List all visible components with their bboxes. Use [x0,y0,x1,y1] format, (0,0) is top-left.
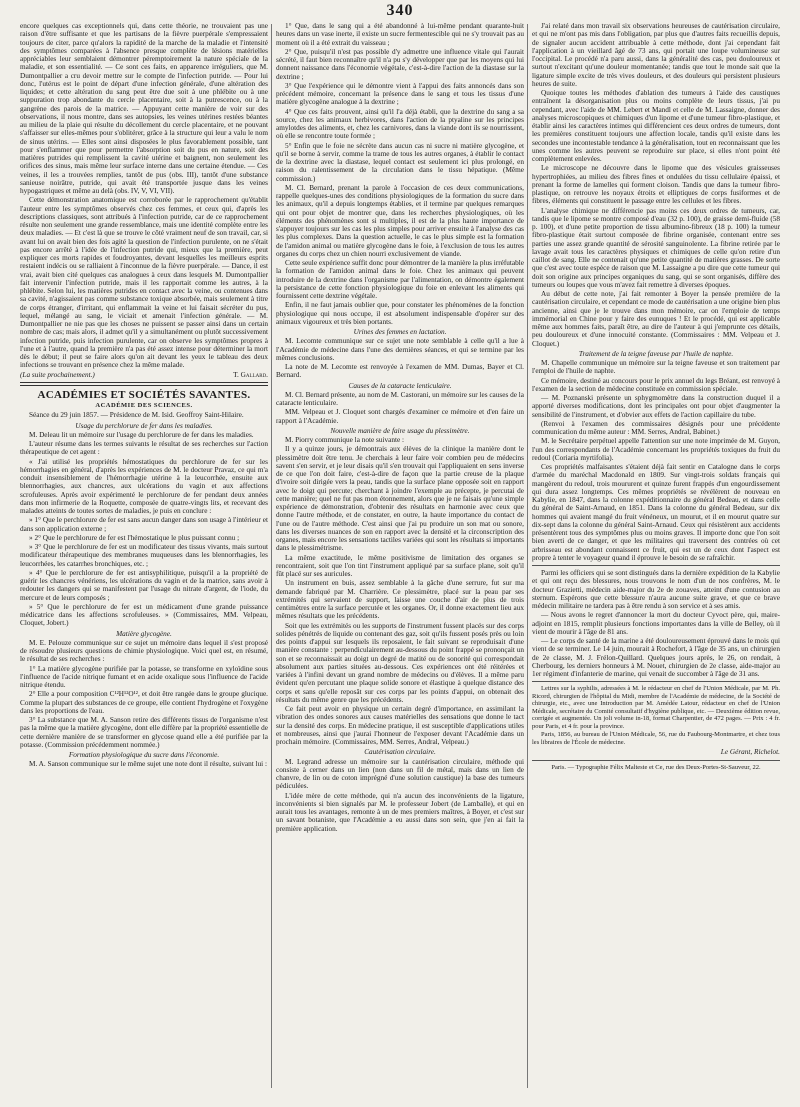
paragraph: MM. Velpeau et J. Cloquet sont chargés d'examiner ce mémoire et d'en faire un rapport à l'Académie. [276,408,524,425]
paragraph: 1° La matière glycogène purifiée par la potasse, se transforme en xyloïdine sous l'influence de l'acide nitrique fumant et en acide oxalique sous l'influence de l'acide nitrique étendu. [20,664,268,689]
paragraph: « J'ai utilisé les propriétés hémostatiques du perchlorure de fer sur les hémorrhagies en général, d'après les expériences de M. le docteur Pravaz, ce qui m'a conduit insensiblement de l'hémorrhagie utérine à la leucorrhée, ensuite aux blennorrhagies, aux chancres, aux ulcérations du vagin et aux affections scrofuleuses. Après avoir expérimenté le perchlorure de fer pendant deux années dans mon infirmerie de la Roquette, composée de quatre-vingts lits, et recevant des malades atteints de toutes sortes de maladies, je puis en conclure : [20,457,268,515]
topic-heading: Matière glycogène. [116,629,172,638]
section-title: ACADÉMIES ET SOCIÉTÉS SAVANTES. [37,388,251,401]
gerant-signature: Le Gérant, Richelot. [720,748,780,757]
paragraph: Soit que les extrémités ou les supports de l'instrument fussent placés sur des corps solides pénétrés de liquide ou contenant des gaz, soit qu'ils fussent posés près ou loin des points d'appui sur lesquels ils reposaient, le fait suivant se reproduisait d'une manière constante : perpendiculairement au-dessous du point frappé se prononçait un son et se reconnaissait au doigt un degré de matité ou de sonorité qui correspondait absolument aux parties situées au-dessous. Ces expériences ont été réitérées et variées à l'infini devant un grand nombre de médecins ou d'élèves. Il a même paru évident qu'en percutant une plaque solide sonore et élastique à quelque distance des corps et sans qu'elle reposât sur ces corps par les points d'appui, on obtenait des résultats du même genre que les précédents. [276,621,524,704]
paragraph: M. E. Pelouze communique sur ce sujet un mémoire dans lequel il s'est proposé de résoudre plusieurs questions de chimie physiologique. Voici quel est, en résumé, le résultat de ses recherches : [20,638,268,664]
paragraph: Ce fait peut avoir en physique un certain degré d'importance, en assimilant la vibration des ondes sonores aux causes matérielles des sensations que donne le tact sur la densité des corps. En médecine pratique, il est susceptible d'applications utiles et nombreuses, ainsi que j'aurai l'honneur de l'exposer devant l'Académie dans un prochain mémoire. (Commissaires, MM. Serres, Andral, Velpeau.) [276,705,524,746]
book-advertisement: Lettres sur la syphilis, adressées à M. le rédacteur en chef de l'Union Médicale, par M. Ph. Ricord, chirurgien de l'hôpital du Midi, membre de l'Académie de médecine, de la Société de chirurgie, etc., avec une Introduction par M. Amédée Latour, rédacteur en chef de l'Union Médicale, secrétaire du Comité consultatif d'hygiène publique, etc. — Deuxième édition revue, corrigée et augmentée. Un joli volume in-18, format Charpentier, de 472 pages. — Prix : 4 fr. pour Paris, et 4 fr. pour la province. [532,685,780,730]
paragraph: L'analyse chimique ne différencie pas moins ces deux ordres de tumeurs, car, tandis que le lipome se montre composé d'eau (32 p. 100), de graisse demi-fluide (58 p. 100), et d'une petite proportion de tissu albumino-fibreux (18 p. 100) la tumeur fibro-plastique était surtout composée de fibrine organisée, contenant entre ses parties une assez grande quantité de sérosité sanguinolente. La fibrine retirée par le lavage avait tous les caractères physiques et chimiques de celle qu'on retire d'un caillot de sang. Elle ne contenait qu'une petite quantité de matières grasses. De sorte que c'est avec toute espèce de raison que M. Lassaigne a pu dire que cette tumeur qui doit son origine aux principes organiques du sang, qui se sont organisés, diffère des tumeurs ou loupes que vous m'avez fait remettre à diverses époques. [532,206,780,289]
paragraph: Un instrument en buis, assez semblable à la gâche d'une serrure, fut sur ma demande fabriqué par M. Charrière. Ce plessimètre, placé sur la peau par ses extrémités qui servaient de support, laisse une couche d'air de plus de trois centimètres entre la surface percutée et les organes. Or, il donne exactement lieu aux mêmes résultats que les précédents. [276,579,524,621]
printer-imprint: Paris. — Typographie Félix Malteste et Ce, rue des Deux-Portes-St-Sauveur, 22. [551,763,761,771]
topic-heading: Traitement de la teigne faveuse par l'huile de naphte. [578,349,734,358]
paragraph: M. Chapelle communique un mémoire sur la teigne faveuse et son traitement par l'emploi de l'huile de naphte. [532,359,780,376]
author-signature: T. Gallard. [233,370,268,379]
page-number: 340 [386,2,414,19]
double-rule [20,382,268,386]
paragraph: » 1° Que le perchlorure de fer est sans aucun danger dans son usage à l'intérieur et dans son application externe ; [20,516,268,533]
paragraph: Il y a quinze jours, je démontrais aux élèves de la clinique la manière dont le plessimètre doit être tenu. Je cherchais à leur faire voir combien peu de médecins savent s'en servir, et je leur disais qu'il s'en trouvait qui l'appliquaient en sens inverse de ce que l'on doit faire, c'est-à-dire de façon que la partie creuse de la plaque d'ivoire soit dirigée vers la peau, tandis que la surface plane opposée soit en rapport avec le doigt qui percute; cherchant à joindre l'exemple au précepte, je percutai de cette manière; quel ne fut pas mon étonnement, alors que je ne faisais qu'une simple expérience de démonstration, d'obtenir des résultats en harmonie avec ceux que donne l'autre méthode, et de constater, en outre, la haute importance du contact de l'une ou de l'autre méthode. C'est ainsi que j'ai pu produire un son mat ou sonore, dans les diverses nuances de son en rapport avec la densité et la circonscription des organes, mais encore les sensations tactiles variées qui sont les résultats si importants dans le plessimétrisme. [276,445,524,553]
paragraph: La même exactitude, le même positivisme de limitation des organes se rencontraient, soit que l'on tint l'instrument appliqué par sa surface plane, soit qu'il fût placé sur ses auricules. [276,553,524,578]
paragraph: (Renvoi à l'examen des commissaires désignés pour une précédente communication du même auteur : MM. Serres, Andral, Babinet.) [532,419,780,436]
paragraph: Le microscope ne découvre dans le lipome que des vésicules graisseuses hypertrophiées, au milieu des fibres fines et ondulées du tissu cellulaire épaissi, et prenant la forme de lamelles qui forment cloison. Tandis que dans la tumeur fibro-plastique, on retrouve les noyaux étroits et elliptiques de corps fusiformes et de fibres, éléments qui constituent le passage entre les cellules et les fibres. [532,164,780,206]
paragraph: 5° Enfin que le foie ne sécrète dans aucun cas ni sucre ni matière glycogène, et qu'il se borne à servir, comme la trame de tous les autres organes, à établir le contact de la dextrine avec la diastase, lequel contact est seulement ici plus prolongé, en raison du ralentissement de la circulation dans le tissu hépatique. (Même commission.) [276,141,524,183]
paragraph: Parmi les officiers qui se sont distingués dans la dernière expédition de la Kabylie et qui ont reçu des blessures, nous trouvons le nom d'un de nos confrères, M. le docteur Grazietti, médecin aide-major du 2e de zouaves, atteint d'une contusion au sternum. Espérons que cette blessure n'aura aucune suite grave, et que ce brave médecin militaire ne tardera pas à être rendu à son service et à ses amis. [532,569,780,610]
paragraph: Ces propriétés malfaisantes s'étaient déjà fait sentir en Catalogne dans le corps d'armée du maréchal Macdonald en 1809. Sur vingt-trois soldats français qui mangèrent du redoul, trois moururent et quinze furent frappés d'un engourdissement qui dura assez longtemps. Ces mêmes propriétés se révélèrent de nouveau en Kabylie, en 1847, dans la colonne expéditionnaire du général Bedeau, et dans celle du général de Saint-Arnaud, en 1851. Dans la colonne du général Bedeau, sur dix hommes qui avaient mangé du fruit vénéneux, un mourut, et il en mourut quatre sur dix-sept dans la colonne du général Saint-Arnaud. Ceux qui résistèrent aux accidents présentèrent tous des symptômes plus ou moins graves. Il importe donc que l'on soit bien averti de ce danger, et que les militaires qui traversent des contrées où cet arbrisseau est abondant connaissent ce fruit, qui est un de ceux dont l'aspect est propre à tenter le voyageur quand il éprouve le besoin de se rafraîchir. [532,463,780,562]
paragraph: 2° Que, puisqu'il n'est pas possible d'y admettre une influence vitale qui l'aurait sécrété, il faut bien reconnaître qu'il n'a pu s'y développer que par les moyens qui lui donnent naissance dans l'économie végétale, c'est-à-dire l'action de la diastase sur la dextrine ; [276,47,524,81]
paragraph: — M. Poznanski présente un sphygmomètre dans la construction duquel il a apporté diverses modifications, dont les principales ont pour objet d'augmenter la sensibilité de l'instrument, et d'obvier aux effets de l'action capillaire du tube. [532,394,780,419]
paragraph: — Nous avons le regret d'annoncer la mort du docteur Cyvoct père, qui, maire-adjoint en 1815, remplit plusieurs fonctions importantes dans la ville de Belley, où il vient de mourir à l'âge de 81 ans. [532,611,780,636]
paragraph: M. Legrand adresse un mémoire sur la cautérisation circulaire, méthode qui consiste à cerner dans un lien (non dans un fil de métal, mais dans un lien de chanvre, de lin ou de coton imprégné d'une solution caustique) la base des tumeurs pédiculées. [276,757,524,791]
paragraph: 1° Que, dans le sang qui a été abandonné à lui-même pendant quarante-huit heures dans un vase inerte, il existe un sucre fermentescible qui ne s'y trouvait pas au moment où il a été extrait du vaisseau ; [276,22,524,47]
separator-rule [532,565,780,566]
paragraph: La note de M. Lecomte est renvoyée à l'examen de MM. Dumas, Bayer et Cl. Bernard. [276,363,524,380]
paragraph: — Le corps de santé de la marine a été douloureusement éprouvé dans le mois qui vient de se terminer. Le 14 juin, mourait à Rochefort, à l'âge de 35 ans, un chirurgien de 2e classe, M. J. Frélon-Quillard. Quelques jours après, le 26, on rendait, à Cherbourg, les derniers honneurs à M. Nouet, chirurgien de 2e classe, aide-major au 1er régiment d'infanterie de marine, qui venait de succomber à l'âge de 31 ans. [532,637,780,678]
paragraph: M. Cl. Bernard, prenant la parole à l'occasion de ces deux communications, rappelle quelques-unes des conditions physiologiques de la formation du sucre dans les animaux, qu'il a depuis longtemps établies, et il termine par quelques remarques qui ont pour objet de montrer que, dans les recherches physiologiques, où les éléments des phénomènes sont si multiples, il est de la plus haute importance de s'appuyer toujours sur les cas les plus simples pour arriver ensuite à l'analyse des cas les plus complexes. Dans la question actuelle, le cas le plus simple est la formation de l'amidon animal ou matière glycogène dans le foie, à l'exclusion de tous les autres organes du corps chez un chien nourri exclusivement de viande. [276,183,524,258]
column-divider [527,24,528,1088]
paragraph: L'auteur résume dans les termes suivants le résultat de ses recherches sur l'action thérapeutique de cet agent : [20,440,268,457]
column-2 [276,22,524,1088]
paragraph: Ce mémoire, destiné au concours pour le prix annuel du legs Bréant, est renvoyé à l'examen de la section de médecine constituée en commission spéciale. [532,376,780,393]
paragraph: Quoique toutes les méthodes d'ablation des tumeurs à l'aide des caustiques entraînent la désorganisation plus ou moins complète de leurs tissus, j'ai pu cependant, avec l'aide de MM. Lebert et Mandl et celle de M. Lassaigne, donner des analyses microscopiques et chimiques d'un lipome et d'une tumeur fibro-plastique, et établir ainsi les caractères intimes qui différencient ces deux ordres de tumeurs, dont les premières constituent toujours une affection locale, tandis qu'il existe dans les secondes une incontestable tendance à la généralisation, tout en reconnaissant que les unes comme les autres peuvent se reproduire sur place, si elles n'ont point été complètement enlevées. [532,89,780,163]
paragraph: M. Piorry communique la note suivante : [285,436,405,444]
paragraph: Cette seule expérience suffit donc pour démontrer de la manière la plus irréfutable la formation de l'amidon animal dans le foie. Chez les animaux qui peuvent introduire de la dextrine dans l'organisme par l'alimentation, on démontre également la persistance de cette fonction physiologique du foie en enlevant les aliments qui fournissent cette dextrine végétale. [276,259,524,300]
separator-rule [532,681,780,682]
topic-heading: Urines des femmes en lactation. [353,328,447,336]
article-signature [20,371,268,379]
paragraph: L'idée mère de cette méthode, qui n'a aucun des inconvénients de la ligature, inconvénients si bien signalés par M. le professeur Jobert (de Lamballe), et qui en aurait tous les avantages, remonte à un de mes premiers maîtres, à Boyer, et c'est sur un savant botaniste, que l'Académie a eu aussi dans son sein, que j'en ai fait la première application. [276,791,524,833]
topic-heading: Usage du perchlorure de fer dans les maladies. [75,421,213,430]
paragraph: M. le Secrétaire perpétuel appelle l'attention sur une note imprimée de M. Guyon, l'un des correspondants de l'Académie concernant les propriétés toxiques du fruit du redoul (Coriaria myrtifolia). [532,437,780,462]
paragraph: » 2° Que le perchlorure de fer est l'hémostatique le plus puissant connu ; [29,533,240,542]
paragraph: M. Lecomte communique sur ce sujet une note semblable à celle qu'il a lue à l'Académie de médecine dans l'une des dernières séances, et qui se termine par les mêmes conclusions. [276,337,524,362]
subsection-title: ACADÉMIE DES SCIENCES. [95,402,193,409]
paragraph: 2° Elle a pour composition C¹²H¹²O¹², et doit être rangée dans le groupe glucique. Comme la plupart des substances de ce groupe, elle contient l'hydrogène et l'oxygène dans les proportions de l'eau. [20,690,268,715]
session-line: Séance du 29 juin 1857. — Présidence de M. Isid. Geoffroy Saint-Hilaire. [29,411,244,420]
paragraph: 3° Que l'expérience qui le démontre vient à l'appui des faits annoncés dans son précédent mémoire, concernant la présence dans le sang et tous les tissus d'une matière glycogène analogue à la dextrine ; [276,81,524,107]
paragraph: M. A. Sanson communique sur le même sujet une note dont il résulte, suivant lui : [29,760,268,769]
topic-heading: Cautérisation circulaire. [364,748,436,757]
column-1 [20,22,268,1088]
paragraph: » 3° Que le perchlorure de fer est un modificateur des tissus vivants, mais surtout modificateur thérapeutique des membranes muqueuses dans les blennorrhagies, les leucorrhées, les catarrhes bronchiques, etc. ; [20,543,268,568]
paragraph: M. Deleau lit un mémoire sur l'usage du perchlorure de fer dans les maladies. [29,430,254,439]
paragraph: J'ai relaté dans mon travail six observations heureuses de cautérisation circulaire, et qui ne m'ont pas mis dans l'obligation, par plus que d'autres faits recueillis depuis, de signaler aucun accident attribuable à cette méthode, dont j'ai cependant fait l'application à un vieillard âgé de 73 ans, qui portait une loupe volumineuse sur l'occipital. Le procédé n'a paru aussi, dans la généralité des cas, peu douloureux et surtout n'excitant qu'une douleur momentanée; tandis que tout le monde sait que la ligature simple excite de très vives douleurs, et des douleurs qui persistent plusieurs heures de suite. [532,22,780,88]
paragraph: 4° Que ces faits prouvent, ainsi qu'il l'a déjà établi, que la dextrine du sang a sa source, chez les animaux herbivores, dans l'action de la ptyaline sur les principes amylotdes des aliments, et, chez les carnivores, dans la viande dont ils se nourrissent, où elle se rencontre toute formée ; [276,107,524,141]
book-advertisement-address: Paris, 1856, au bureau de l'Union Médicale, 56, rue du Faubourg-Montmartre, et chez tous les libraires de l'École de médecine. [532,731,780,746]
to-be-continued: (La suite prochainement.) [20,370,95,379]
paragraph: M. Cl. Bernard présente, au nom de M. Castorani, un mémoire sur les causes de la cataracte lenticulaire. [276,390,524,407]
topic-heading: Formation physiologique du sucre dans l'économie. [68,751,220,759]
paragraph: » 4° Que le perchlorure de fer est antisyphilitique, puisqu'il a la propriété de guérir les chancres vénériens, les ulcérations du vagin et de la matrice, sans avoir à redouter les dangers qui se manifestent par l'usage du nitrate d'argent, de l'iode, du mercure et de leurs composés ; [20,568,268,602]
paragraph: Enfin, il ne faut jamais oublier que, pour constater les phénomènes de la fonction physiologique qui nous occupe, il est absolument indispensable d'opérer sur des animaux vigoureux et très bien portants. [276,301,524,326]
column-divider [271,24,272,1088]
paragraph: 3° La substance que M. A. Sanson retire des différents tissus de l'organisme n'est pas la même que la matière glycogène, dont elle diffère par la propriété essentielle de cette dernière manière de se transformer en glycose quand elle a été purifiée par la potasse. (Commission précédemment nommée.) [20,716,268,749]
paragraph: Au début de cette note, j'ai fait remonter à Boyer la pensée première de la cautérisation circulaire, et cependant ce mode de cautérisation a une origine bien plus ancienne, ainsi que je le trouve dans mon mémoire, car on l'emploie de temps immémorial en Chine pour y faire des eunuques ! Et le procédé, qui est applicable même aux hommes faits, paraît être, au dire de l'auteur à qui j'emprunte ces détails, peu douloureux et d'une innocuité constante. (Commissaires : MM. Velpeau et J. Cloquet.) [532,290,780,348]
paragraph: Cette démonstration anatomique est corroborée par le rapprochement qu'établit l'auteur entre les symptômes observés chez ces femmes, et ceux qui, d'après les descriptions classiques, sont attribués à l'infection putride, car de ce rapprochement résulte non seulement une grande ressemblance, mais une identité complète entre les deux maladies. — Et c'est là que se trouve le côté vraiment neuf de son travail, car, si avant lui on avait bien des fois agité la question de l'infection purulente, on ne s'était pas encore arrêté à l'idée de l'infection putride qui, mieux que la première, peut expliquer ces morts rapides et foudroyantes, devant lesquelles les meilleurs esprits restaient indécis ou se ralliaient à l'inconnue de la fièvre puerpérale. — Dance, il est vrai, avait bien cité quelques cas analogues à ceux dans lesquels M. Dumontpallier fait intervenir l'infection putride, mais il les rapportait comme les autres, à la phlébite. Selon lui, les matières putrides en contact avec la veine, ou contenues dans sa cavité, n'agissaient pas comme substance toxique absorbée, mais seulement à titre de corps étranger, d'irritant, qui enflammait la veine et lui faisait sécréter du pus, lequel, mélangé au sang, le viciait et amenait l'infection générale. — M. Dumontpallier ne nie pas que les choses ne puissent se passer ainsi dans un certain nombre de cas; mais alors, il admet qu'il y a simultanément ou plutôt successivement infection putride, puis infection purulente, car on observe les symptômes propres à l'une et à l'autre, quand la première n'a pas été assez intense pour déterminer la mort dès le début; il peut se faire alors qu'on ait devant les yeux le tableau des deux infections se trouvant en présence chez la même malade. [20,196,268,370]
column-3 [532,22,780,1088]
topic-heading: Nouvelle manière de faire usage du plessimètre. [330,426,470,435]
paragraph: » 5° Que le perchlorure de fer est un médicament d'une grande puissance médicatrice dans les affections scrofuleuses. » (Commissaires, MM. Velpeau, Cloquet, Jobert.) [20,602,268,628]
topic-heading: Causes de la cataracte lenticulaire. [348,381,452,390]
separator-rule [532,760,780,761]
paragraph: encore quelques cas exceptionnels qui, dans cette théorie, ne trouvaient pas une raison d'être suffisante et que les partisans de la fièvre puerpérale s'empressaient toujours de citer, parce qu'alors la rapidité de la marche de la maladie et l'intensité des symptômes comparées à l'absence presque complète de lésions matérielles appréciables leur semblaient démontrer péremptoirement la nature spéciale de la maladie, et son essentialité. — Ce sont ces faits, en apparence irréguliers, que M. Dumontpallier a cru devoir mettre sur le compte de l'infection putride. — Pour lui donc, l'utérus est le point de départ d'une infection générale, d'une altération des liquides; et cette altération du sang peut être due soit à une phlébite ou à une suppuration trop abondante du cercle placentaire, soit à la putrescence, ou à la gangrène des parois de la matrice. — Appuyant cette manière de voir sur des observations, il nous montre, dans ses autopsies, les veines utérines restées béantes au milieu de la plaie qui résulte du décollement du cercle placentaire, et ne pouvant s'affaisser sur elles-mêmes pour s'oblitérer, grâce à la structure qui leur a valu le nom de sinus utérins. — Elles sont ainsi disposées le plus favorablement possible, tant pour s'enflammer que pour permettre l'absorption soit du pus en nature, soit des matières putrides qui remplissent la cavité utérine et baignent, non seulement les orifices des sinus, mais même leur surface interne dans une certaine étendue. — Ces veines, il les a trouvées remplies, tantôt de pus (obs. III), tantôt d'une substance sanieuse noirâtre, putride, qui avait été transportée jusque dans les veines hypogastriques et même au delà (obs. IV, V, VI, VII). [20,22,268,195]
